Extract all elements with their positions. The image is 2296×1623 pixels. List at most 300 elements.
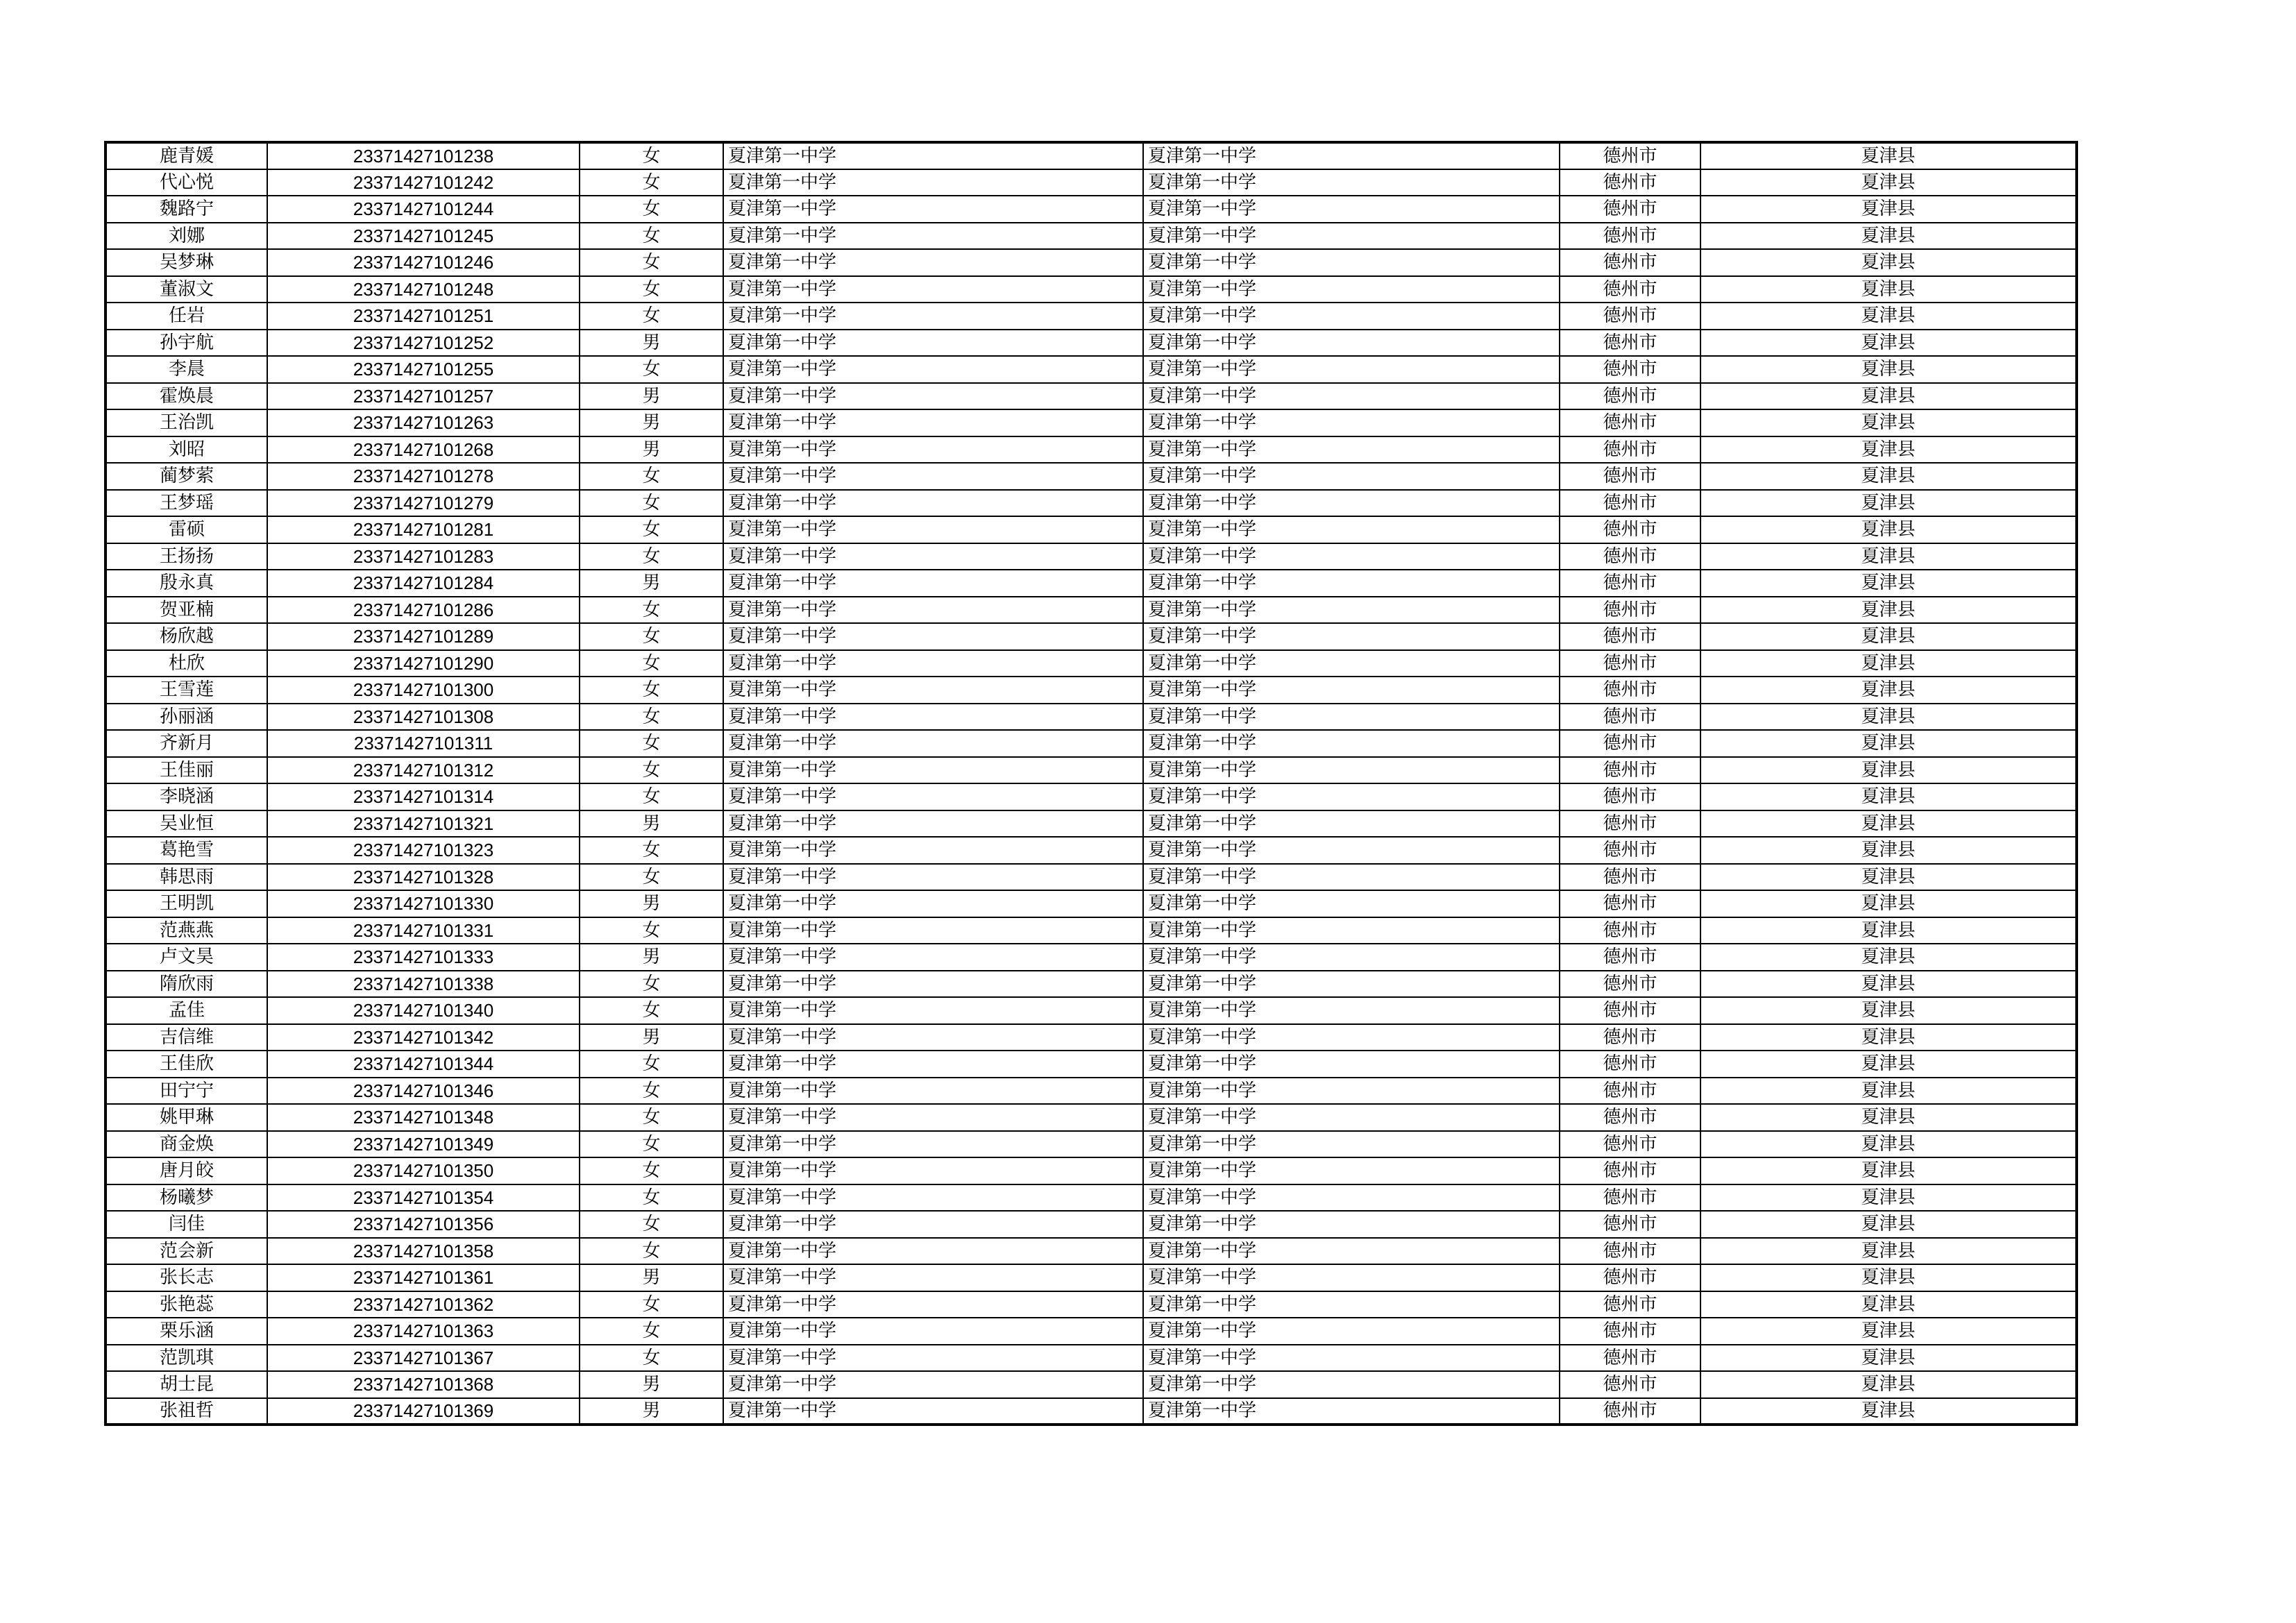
gender-cell: 女: [580, 169, 723, 196]
county-cell: 夏津县: [1700, 1398, 2077, 1425]
city-cell: 德州市: [1560, 1371, 1700, 1398]
table-row: [105, 730, 2077, 757]
exam-school-cell: 夏津第一中学: [1143, 409, 1560, 436]
gender-cell: 女: [580, 1238, 723, 1265]
table-row: [105, 409, 2077, 436]
exam-number-cell: 23371427101286: [267, 597, 580, 624]
city-cell: 德州市: [1560, 944, 1700, 971]
gender-cell: 女: [580, 1291, 723, 1318]
city-cell: 德州市: [1560, 837, 1700, 864]
student-name-cell: 张祖哲: [105, 1398, 267, 1425]
gender-cell: 女: [580, 1184, 723, 1212]
school-cell: 夏津第一中学: [723, 997, 1143, 1024]
exam-school-cell: 夏津第一中学: [1143, 944, 1560, 971]
exam-school-cell: 夏津第一中学: [1143, 1345, 1560, 1372]
school-cell: 夏津第一中学: [723, 1345, 1143, 1372]
student-name-cell: 韩思雨: [105, 864, 267, 891]
city-cell: 德州市: [1560, 276, 1700, 303]
gender-cell: 女: [580, 276, 723, 303]
county-cell: 夏津县: [1700, 490, 2077, 517]
gender-cell: 女: [580, 1104, 723, 1131]
school-cell: 夏津第一中学: [723, 570, 1143, 597]
city-cell: 德州市: [1560, 490, 1700, 517]
exam-number-cell: 23371427101251: [267, 303, 580, 330]
county-cell: 夏津县: [1700, 1078, 2077, 1105]
student-name-cell: 李晓涵: [105, 783, 267, 810]
student-name-cell: 王治凯: [105, 409, 267, 436]
school-cell: 夏津第一中学: [723, 917, 1143, 944]
exam-number-cell: 23371427101284: [267, 570, 580, 597]
county-cell: 夏津县: [1700, 383, 2077, 410]
gender-cell: 女: [580, 730, 723, 757]
school-cell: 夏津第一中学: [723, 704, 1143, 731]
county-cell: 夏津县: [1700, 436, 2077, 464]
exam-number-cell: 23371427101245: [267, 223, 580, 250]
exam-number-cell: 23371427101342: [267, 1024, 580, 1051]
school-cell: 夏津第一中学: [723, 436, 1143, 464]
gender-cell: 女: [580, 490, 723, 517]
county-cell: 夏津县: [1700, 1051, 2077, 1078]
exam-school-cell: 夏津第一中学: [1143, 623, 1560, 650]
table-row: [105, 1345, 2077, 1372]
city-cell: 德州市: [1560, 997, 1700, 1024]
student-name-cell: 孙丽涵: [105, 704, 267, 731]
city-cell: 德州市: [1560, 783, 1700, 810]
student-name-cell: 李晨: [105, 356, 267, 383]
exam-number-cell: 23371427101354: [267, 1184, 580, 1212]
exam-school-cell: 夏津第一中学: [1143, 516, 1560, 543]
exam-school-cell: 夏津第一中学: [1143, 890, 1560, 917]
table-row: [105, 169, 2077, 196]
city-cell: 德州市: [1560, 463, 1700, 490]
exam-school-cell: 夏津第一中学: [1143, 570, 1560, 597]
gender-cell: 男: [580, 436, 723, 464]
county-cell: 夏津县: [1700, 917, 2077, 944]
exam-school-cell: 夏津第一中学: [1143, 169, 1560, 196]
table-row: [105, 783, 2077, 810]
exam-school-cell: 夏津第一中学: [1143, 1238, 1560, 1265]
county-cell: 夏津县: [1700, 543, 2077, 570]
city-cell: 德州市: [1560, 303, 1700, 330]
exam-school-cell: 夏津第一中学: [1143, 1264, 1560, 1291]
county-cell: 夏津县: [1700, 1211, 2077, 1238]
exam-school-cell: 夏津第一中学: [1143, 677, 1560, 704]
county-cell: 夏津县: [1700, 677, 2077, 704]
county-cell: 夏津县: [1700, 783, 2077, 810]
city-cell: 德州市: [1560, 1398, 1700, 1425]
exam-school-cell: 夏津第一中学: [1143, 1024, 1560, 1051]
city-cell: 德州市: [1560, 1345, 1700, 1372]
gender-cell: 女: [580, 1157, 723, 1184]
exam-school-cell: 夏津第一中学: [1143, 436, 1560, 464]
exam-number-cell: 23371427101350: [267, 1157, 580, 1184]
county-cell: 夏津县: [1700, 276, 2077, 303]
exam-school-cell: 夏津第一中学: [1143, 463, 1560, 490]
exam-number-cell: 23371427101328: [267, 864, 580, 891]
student-name-cell: 杨欣越: [105, 623, 267, 650]
school-cell: 夏津第一中学: [723, 276, 1143, 303]
exam-number-cell: 23371427101308: [267, 704, 580, 731]
table-row: [105, 516, 2077, 543]
gender-cell: 女: [580, 356, 723, 383]
city-cell: 德州市: [1560, 330, 1700, 357]
student-name-cell: 吉信维: [105, 1024, 267, 1051]
table-row: [105, 677, 2077, 704]
school-cell: 夏津第一中学: [723, 516, 1143, 543]
gender-cell: 女: [580, 543, 723, 570]
exam-number-cell: 23371427101257: [267, 383, 580, 410]
student-name-cell: 田宁宁: [105, 1078, 267, 1105]
student-name-cell: 殷永真: [105, 570, 267, 597]
exam-number-cell: 23371427101312: [267, 757, 580, 784]
school-cell: 夏津第一中学: [723, 757, 1143, 784]
school-cell: 夏津第一中学: [723, 730, 1143, 757]
exam-number-cell: 23371427101358: [267, 1238, 580, 1265]
exam-number-cell: 23371427101242: [267, 169, 580, 196]
county-cell: 夏津县: [1700, 704, 2077, 731]
exam-school-cell: 夏津第一中学: [1143, 383, 1560, 410]
county-cell: 夏津县: [1700, 944, 2077, 971]
gender-cell: 女: [580, 1078, 723, 1105]
gender-cell: 女: [580, 142, 723, 169]
school-cell: 夏津第一中学: [723, 1291, 1143, 1318]
exam-number-cell: 23371427101362: [267, 1291, 580, 1318]
table-row: [105, 1078, 2077, 1105]
table-row: [105, 810, 2077, 838]
table-row: [105, 330, 2077, 357]
gender-cell: 女: [580, 997, 723, 1024]
exam-school-cell: 夏津第一中学: [1143, 704, 1560, 731]
exam-school-cell: 夏津第一中学: [1143, 650, 1560, 677]
gender-cell: 女: [580, 597, 723, 624]
exam-school-cell: 夏津第一中学: [1143, 810, 1560, 838]
exam-number-cell: 23371427101363: [267, 1318, 580, 1345]
exam-school-cell: 夏津第一中学: [1143, 864, 1560, 891]
student-name-cell: 吴业恒: [105, 810, 267, 838]
school-cell: 夏津第一中学: [723, 490, 1143, 517]
school-cell: 夏津第一中学: [723, 623, 1143, 650]
city-cell: 德州市: [1560, 1024, 1700, 1051]
school-cell: 夏津第一中学: [723, 1238, 1143, 1265]
city-cell: 德州市: [1560, 704, 1700, 731]
table-row: [105, 1264, 2077, 1291]
gender-cell: 男: [580, 1024, 723, 1051]
exam-number-cell: 23371427101369: [267, 1398, 580, 1425]
county-cell: 夏津县: [1700, 516, 2077, 543]
exam-school-cell: 夏津第一中学: [1143, 1184, 1560, 1212]
student-name-cell: 霍焕晨: [105, 383, 267, 410]
exam-number-cell: 23371427101344: [267, 1051, 580, 1078]
table-row: [105, 383, 2077, 410]
county-cell: 夏津县: [1700, 1131, 2077, 1158]
county-cell: 夏津县: [1700, 1345, 2077, 1372]
student-name-cell: 蔺梦萦: [105, 463, 267, 490]
student-name-cell: 姚甲琳: [105, 1104, 267, 1131]
county-cell: 夏津县: [1700, 1318, 2077, 1345]
gender-cell: 女: [580, 1318, 723, 1345]
city-cell: 德州市: [1560, 1104, 1700, 1131]
student-name-cell: 董淑文: [105, 276, 267, 303]
exam-school-cell: 夏津第一中学: [1143, 249, 1560, 276]
student-name-cell: 刘娜: [105, 223, 267, 250]
table-row: [105, 570, 2077, 597]
city-cell: 德州市: [1560, 249, 1700, 276]
exam-number-cell: 23371427101246: [267, 249, 580, 276]
city-cell: 德州市: [1560, 597, 1700, 624]
table-row: [105, 597, 2077, 624]
table-row: [105, 1104, 2077, 1131]
exam-number-cell: 23371427101252: [267, 330, 580, 357]
exam-number-cell: 23371427101248: [267, 276, 580, 303]
exam-school-cell: 夏津第一中学: [1143, 971, 1560, 998]
table-row: [105, 490, 2077, 517]
school-cell: 夏津第一中学: [723, 1131, 1143, 1158]
school-cell: 夏津第一中学: [723, 463, 1143, 490]
student-name-cell: 王雪莲: [105, 677, 267, 704]
exam-number-cell: 23371427101346: [267, 1078, 580, 1105]
student-name-cell: 张艳蕊: [105, 1291, 267, 1318]
school-cell: 夏津第一中学: [723, 1211, 1143, 1238]
table-row: [105, 303, 2077, 330]
city-cell: 德州市: [1560, 1211, 1700, 1238]
student-name-cell: 范燕燕: [105, 917, 267, 944]
county-cell: 夏津县: [1700, 1184, 2077, 1212]
student-name-cell: 隋欣雨: [105, 971, 267, 998]
exam-school-cell: 夏津第一中学: [1143, 356, 1560, 383]
school-cell: 夏津第一中学: [723, 864, 1143, 891]
table-row: [105, 436, 2077, 464]
gender-cell: 女: [580, 650, 723, 677]
table-row: [105, 196, 2077, 223]
exam-school-cell: 夏津第一中学: [1143, 997, 1560, 1024]
school-cell: 夏津第一中学: [723, 383, 1143, 410]
exam-number-cell: 23371427101281: [267, 516, 580, 543]
gender-cell: 女: [580, 971, 723, 998]
city-cell: 德州市: [1560, 1078, 1700, 1105]
table-row: [105, 1318, 2077, 1345]
table-row: [105, 1398, 2077, 1425]
county-cell: 夏津县: [1700, 837, 2077, 864]
table-row: [105, 1291, 2077, 1318]
county-cell: 夏津县: [1700, 1238, 2077, 1265]
student-name-cell: 王扬扬: [105, 543, 267, 570]
county-cell: 夏津县: [1700, 1291, 2077, 1318]
student-name-cell: 范凯琪: [105, 1345, 267, 1372]
gender-cell: 女: [580, 196, 723, 223]
city-cell: 德州市: [1560, 757, 1700, 784]
exam-number-cell: 23371427101263: [267, 409, 580, 436]
student-name-cell: 栗乐涵: [105, 1318, 267, 1345]
exam-number-cell: 23371427101300: [267, 677, 580, 704]
city-cell: 德州市: [1560, 650, 1700, 677]
school-cell: 夏津第一中学: [723, 890, 1143, 917]
school-cell: 夏津第一中学: [723, 169, 1143, 196]
exam-school-cell: 夏津第一中学: [1143, 783, 1560, 810]
student-name-cell: 贺亚楠: [105, 597, 267, 624]
exam-school-cell: 夏津第一中学: [1143, 1078, 1560, 1105]
exam-number-cell: 23371427101368: [267, 1371, 580, 1398]
exam-school-cell: 夏津第一中学: [1143, 837, 1560, 864]
school-cell: 夏津第一中学: [723, 543, 1143, 570]
gender-cell: 女: [580, 516, 723, 543]
county-cell: 夏津县: [1700, 757, 2077, 784]
city-cell: 德州市: [1560, 1264, 1700, 1291]
exam-number-cell: 23371427101361: [267, 1264, 580, 1291]
county-cell: 夏津县: [1700, 303, 2077, 330]
table-row: [105, 463, 2077, 490]
gender-cell: 女: [580, 757, 723, 784]
table-row: [105, 356, 2077, 383]
city-cell: 德州市: [1560, 356, 1700, 383]
county-cell: 夏津县: [1700, 1157, 2077, 1184]
exam-school-cell: 夏津第一中学: [1143, 730, 1560, 757]
table-row: [105, 890, 2077, 917]
county-cell: 夏津县: [1700, 196, 2077, 223]
student-name-cell: 唐月皎: [105, 1157, 267, 1184]
gender-cell: 女: [580, 463, 723, 490]
exam-number-cell: 23371427101331: [267, 917, 580, 944]
school-cell: 夏津第一中学: [723, 1024, 1143, 1051]
exam-number-cell: 23371427101314: [267, 783, 580, 810]
county-cell: 夏津县: [1700, 597, 2077, 624]
school-cell: 夏津第一中学: [723, 944, 1143, 971]
exam-school-cell: 夏津第一中学: [1143, 303, 1560, 330]
gender-cell: 女: [580, 677, 723, 704]
city-cell: 德州市: [1560, 436, 1700, 464]
student-name-cell: 魏路宁: [105, 196, 267, 223]
table-row: [105, 1131, 2077, 1158]
gender-cell: 男: [580, 330, 723, 357]
gender-cell: 男: [580, 810, 723, 838]
exam-school-cell: 夏津第一中学: [1143, 757, 1560, 784]
exam-school-cell: 夏津第一中学: [1143, 1371, 1560, 1398]
county-cell: 夏津县: [1700, 1104, 2077, 1131]
county-cell: 夏津县: [1700, 1024, 2077, 1051]
student-name-cell: 范会新: [105, 1238, 267, 1265]
gender-cell: 女: [580, 1051, 723, 1078]
student-name-cell: 代心悦: [105, 169, 267, 196]
student-name-cell: 王佳丽: [105, 757, 267, 784]
student-name-cell: 胡士昆: [105, 1371, 267, 1398]
school-cell: 夏津第一中学: [723, 249, 1143, 276]
student-name-cell: 杨曦梦: [105, 1184, 267, 1212]
exam-number-cell: 23371427101244: [267, 196, 580, 223]
city-cell: 德州市: [1560, 196, 1700, 223]
table-row: [105, 757, 2077, 784]
school-cell: 夏津第一中学: [723, 1051, 1143, 1078]
school-cell: 夏津第一中学: [723, 597, 1143, 624]
city-cell: 德州市: [1560, 810, 1700, 838]
exam-number-cell: 23371427101330: [267, 890, 580, 917]
school-cell: 夏津第一中学: [723, 196, 1143, 223]
exam-number-cell: 23371427101278: [267, 463, 580, 490]
county-cell: 夏津县: [1700, 730, 2077, 757]
county-cell: 夏津县: [1700, 463, 2077, 490]
table-body: [105, 142, 2077, 1425]
gender-cell: 女: [580, 783, 723, 810]
exam-school-cell: 夏津第一中学: [1143, 597, 1560, 624]
county-cell: 夏津县: [1700, 169, 2077, 196]
exam-school-cell: 夏津第一中学: [1143, 1398, 1560, 1425]
school-cell: 夏津第一中学: [723, 971, 1143, 998]
student-name-cell: 孙宇航: [105, 330, 267, 357]
student-name-cell: 齐新月: [105, 730, 267, 757]
county-cell: 夏津县: [1700, 810, 2077, 838]
student-list-table: [104, 141, 2078, 1426]
city-cell: 德州市: [1560, 730, 1700, 757]
exam-school-cell: 夏津第一中学: [1143, 223, 1560, 250]
table-row: [105, 704, 2077, 731]
school-cell: 夏津第一中学: [723, 356, 1143, 383]
gender-cell: 女: [580, 623, 723, 650]
city-cell: 德州市: [1560, 409, 1700, 436]
student-name-cell: 葛艳雪: [105, 837, 267, 864]
gender-cell: 女: [580, 864, 723, 891]
exam-school-cell: 夏津第一中学: [1143, 142, 1560, 169]
county-cell: 夏津县: [1700, 1371, 2077, 1398]
table-row: [105, 1238, 2077, 1265]
table-row: [105, 650, 2077, 677]
table-row: [105, 623, 2077, 650]
exam-number-cell: 23371427101283: [267, 543, 580, 570]
exam-number-cell: 23371427101289: [267, 623, 580, 650]
city-cell: 德州市: [1560, 570, 1700, 597]
exam-school-cell: 夏津第一中学: [1143, 1131, 1560, 1158]
exam-school-cell: 夏津第一中学: [1143, 1211, 1560, 1238]
gender-cell: 女: [580, 223, 723, 250]
student-name-cell: 任岩: [105, 303, 267, 330]
school-cell: 夏津第一中学: [723, 1398, 1143, 1425]
table-row: [105, 249, 2077, 276]
table-row: [105, 543, 2077, 570]
exam-school-cell: 夏津第一中学: [1143, 1104, 1560, 1131]
city-cell: 德州市: [1560, 623, 1700, 650]
city-cell: 德州市: [1560, 516, 1700, 543]
county-cell: 夏津县: [1700, 409, 2077, 436]
city-cell: 德州市: [1560, 890, 1700, 917]
student-name-cell: 张长志: [105, 1264, 267, 1291]
gender-cell: 女: [580, 1345, 723, 1372]
table-row: [105, 1024, 2077, 1051]
student-name-cell: 王明凯: [105, 890, 267, 917]
county-cell: 夏津县: [1700, 223, 2077, 250]
student-name-cell: 王梦瑶: [105, 490, 267, 517]
gender-cell: 男: [580, 409, 723, 436]
school-cell: 夏津第一中学: [723, 1157, 1143, 1184]
city-cell: 德州市: [1560, 1131, 1700, 1158]
school-cell: 夏津第一中学: [723, 1104, 1143, 1131]
student-name-cell: 卢文昊: [105, 944, 267, 971]
city-cell: 德州市: [1560, 142, 1700, 169]
city-cell: 德州市: [1560, 1318, 1700, 1345]
county-cell: 夏津县: [1700, 864, 2077, 891]
exam-number-cell: 23371427101311: [267, 730, 580, 757]
exam-school-cell: 夏津第一中学: [1143, 490, 1560, 517]
city-cell: 德州市: [1560, 543, 1700, 570]
exam-school-cell: 夏津第一中学: [1143, 1291, 1560, 1318]
city-cell: 德州市: [1560, 677, 1700, 704]
exam-school-cell: 夏津第一中学: [1143, 1051, 1560, 1078]
table-row: [105, 944, 2077, 971]
school-cell: 夏津第一中学: [723, 837, 1143, 864]
school-cell: 夏津第一中学: [723, 1318, 1143, 1345]
exam-number-cell: 23371427101338: [267, 971, 580, 998]
school-cell: 夏津第一中学: [723, 1264, 1143, 1291]
school-cell: 夏津第一中学: [723, 330, 1143, 357]
exam-number-cell: 23371427101238: [267, 142, 580, 169]
county-cell: 夏津县: [1700, 142, 2077, 169]
table-row: [105, 142, 2077, 169]
